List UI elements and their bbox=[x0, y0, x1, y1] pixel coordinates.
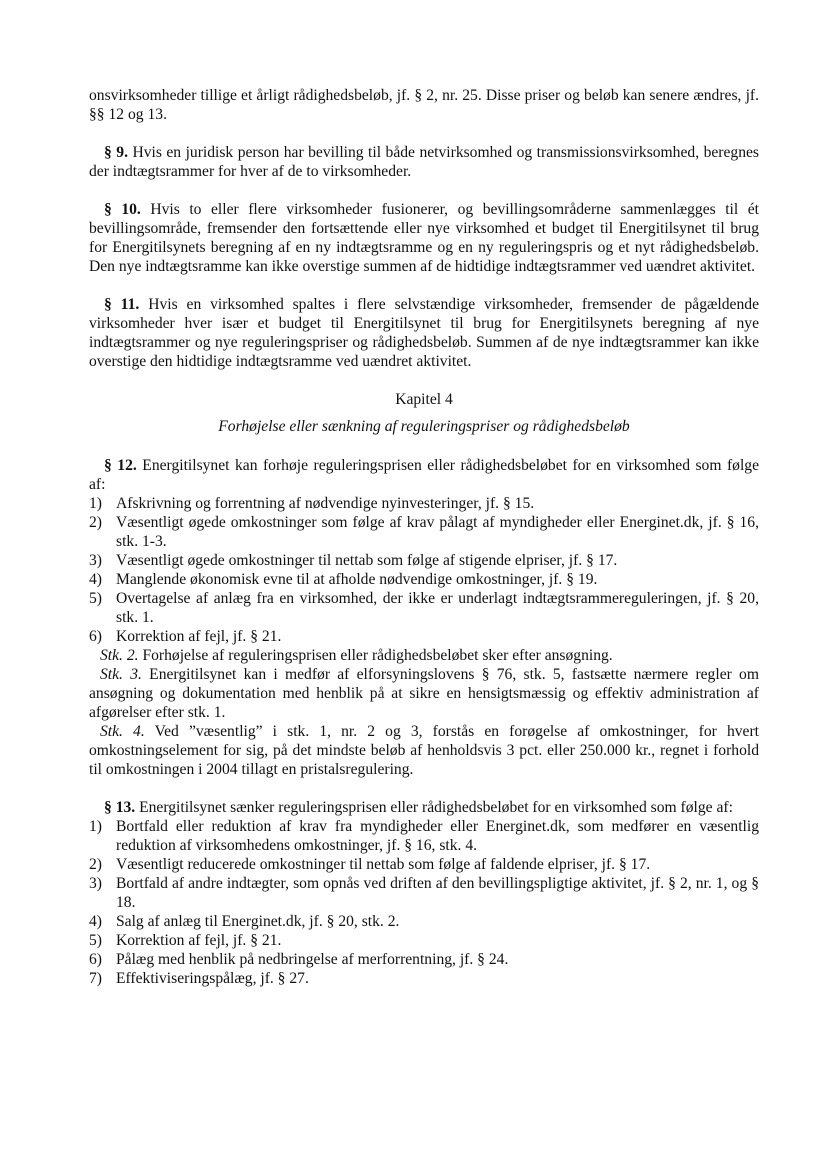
list-item bbox=[89, 627, 759, 646]
list-item bbox=[89, 855, 759, 874]
item-text: Afskrivning og forrentning af nødvendige nyinvesteringer, jf. § 15. bbox=[116, 495, 535, 512]
list-item bbox=[89, 570, 759, 589]
item-number: 6) bbox=[89, 951, 102, 968]
section-text: Hvis en juridisk person har bevilling til både netvirksomhed og transmissionsvirksomhed, beregnes der indtægtsrammer for hver af de to virksomheder. bbox=[89, 144, 759, 180]
item-number: 2) bbox=[89, 514, 102, 531]
item-text: Bortfald eller reduktion af krav fra myndigheder eller Energinet.dk, som medfører en væsentlig reduktion af virksomhedens omkostninger, jf. § 16, stk. 4. bbox=[116, 818, 759, 854]
item-text: Væsentligt øgede omkostninger som følge af krav pålagt af myndigheder eller Energinet.dk, jf. § 16, stk. 1-3. bbox=[116, 514, 759, 550]
section-number: § 12. bbox=[104, 457, 137, 474]
item-text: Overtagelse af anlæg fra en virksomhed, der ikke er underlagt indtægtsrammereguleringen, jf. § 20, stk. 1. bbox=[116, 590, 759, 626]
chapter-title: Forhøjelse eller sænkning af reguleringspriser og rådighedsbeløb bbox=[218, 418, 630, 435]
stk-label: Stk. 3. bbox=[100, 666, 142, 683]
list-item bbox=[89, 912, 759, 931]
stk-text: Ved ”væsentlig” i stk. 1, nr. 2 og 3, forstås en forøgelse af omkostninger, for hvert omkostningselement for sig, på det mindste beløb af henholdsvis 3 pct. eller 250.000 kr., regnet i forhold til omkostningen i 2004 tillagt en pristalsregulering. bbox=[89, 723, 760, 778]
section-number: § 10. bbox=[104, 201, 141, 218]
item-number: 6) bbox=[89, 628, 102, 645]
section-text: Energitilsynet kan forhøje reguleringsprisen eller rådighedsbeløbet for en virksomhed som følge af: bbox=[89, 457, 760, 493]
item-text: Salg af anlæg til Energinet.dk, jf. § 20, stk. 2. bbox=[116, 913, 400, 930]
item-text: Manglende økonomisk evne til at afholde nødvendige omkostninger, jf. § 19. bbox=[116, 571, 598, 588]
list-item bbox=[89, 969, 759, 988]
stk-text: Energitilsynet kan i medfør af elforsyningslovens § 76, stk. 5, fastsætte nærmere regler om ansøgning og dokumentation med henblik på at sikre en hensigtsmæssig og effektiv administration af afgørelser efter stk. 1. bbox=[89, 666, 759, 721]
list-item bbox=[89, 874, 759, 912]
item-text: Væsentligt øgede omkostninger til nettab som følge af stigende elpriser, jf. § 17. bbox=[116, 552, 618, 569]
item-text: Pålæg med henblik på nedbringelse af merforrentning, jf. § 24. bbox=[116, 951, 509, 968]
list-item bbox=[89, 950, 759, 969]
item-number: 2) bbox=[89, 856, 102, 873]
list-item bbox=[89, 589, 759, 627]
section-number: § 11. bbox=[104, 296, 140, 313]
section-number: § 13. bbox=[104, 799, 136, 816]
item-text: Effektiviseringspålæg, jf. § 27. bbox=[116, 970, 309, 987]
section-text: Energitilsynet sænker reguleringsprisen eller rådighedsbeløbet for en virksomhed som følge af: bbox=[135, 799, 733, 816]
list-item bbox=[89, 931, 759, 950]
stk-label: Stk. 2. bbox=[100, 647, 139, 664]
section-text: Hvis to eller flere virksomheder fusionerer, og bevillingsområderne sammenlægges til ét bevillingsområde, fremsender den fortsættende eller nye virksomhed et budget til Energitilsynet til brug for Energitilsynets beregning af en ny indtægtsramme og en ny reguleringspris og et nyt rådighedsbeløb. Den nye indtægtsramme kan ikke overstige summen af de hidtidige indtægtsrammer ved uændret aktivitet. bbox=[89, 201, 759, 275]
item-text: Væsentligt reducerede omkostninger til nettab som følge af faldende elpriser, jf. § 17. bbox=[116, 856, 651, 873]
stk-paragraph bbox=[89, 722, 759, 779]
section-text: Hvis en virksomhed spaltes i flere selvstændige virksomheder, fremsender de pågældende virksomheder hver især et budget til Energitilsynet til brug for Energitilsynets beregning af nye indtægtsrammer og nye reguleringspriser og rådighedsbeløb. Summen af de nye indtægtsrammer kan ikke overstige den hidtidige indtægtsramme ved uændret aktivitet. bbox=[89, 296, 759, 370]
list-item bbox=[89, 817, 759, 855]
document-page bbox=[89, 86, 759, 988]
item-text: Korrektion af fejl, jf. § 21. bbox=[116, 932, 282, 949]
section-11 bbox=[89, 295, 759, 371]
stk-paragraph bbox=[89, 646, 759, 665]
item-number: 5) bbox=[89, 932, 102, 949]
continued-paragraph: onsvirksomheder tillige et årligt rådighedsbeløb, jf. § 2, nr. 25. Disse priser og beløb kan senere ændres, jf. §§ 12 og 13. bbox=[89, 87, 759, 123]
stk-paragraph bbox=[89, 665, 759, 722]
section-number: § 9. bbox=[104, 144, 128, 161]
section-12 bbox=[89, 456, 759, 779]
item-text: Korrektion af fejl, jf. § 21. bbox=[116, 628, 282, 645]
section-10 bbox=[89, 200, 759, 276]
item-number: 4) bbox=[89, 571, 102, 588]
section-intro bbox=[89, 798, 759, 817]
item-number: 7) bbox=[89, 970, 102, 987]
section-intro bbox=[89, 456, 759, 494]
item-number: 5) bbox=[89, 590, 102, 607]
list-item bbox=[89, 513, 759, 551]
item-text: Bortfald af andre indtægter, som opnås ved driften af den bevillingspligtige aktivitet, jf. § 2, nr. 1, og § 18. bbox=[116, 875, 759, 911]
stk-label: Stk. 4. bbox=[100, 723, 145, 740]
list-item bbox=[89, 494, 759, 513]
section-9 bbox=[89, 143, 759, 181]
section-13 bbox=[89, 798, 759, 988]
item-number: 1) bbox=[89, 495, 102, 512]
section-12-list bbox=[89, 494, 759, 646]
list-item bbox=[89, 551, 759, 570]
item-number: 4) bbox=[89, 913, 102, 930]
chapter-label: Kapitel 4 bbox=[395, 391, 453, 408]
item-number: 3) bbox=[89, 875, 102, 892]
item-number: 3) bbox=[89, 552, 102, 569]
stk-text: Forhøjelse af reguleringsprisen eller rådighedsbeløbet sker efter ansøgning. bbox=[138, 647, 613, 664]
item-number: 1) bbox=[89, 818, 102, 835]
section-13-list bbox=[89, 817, 759, 988]
